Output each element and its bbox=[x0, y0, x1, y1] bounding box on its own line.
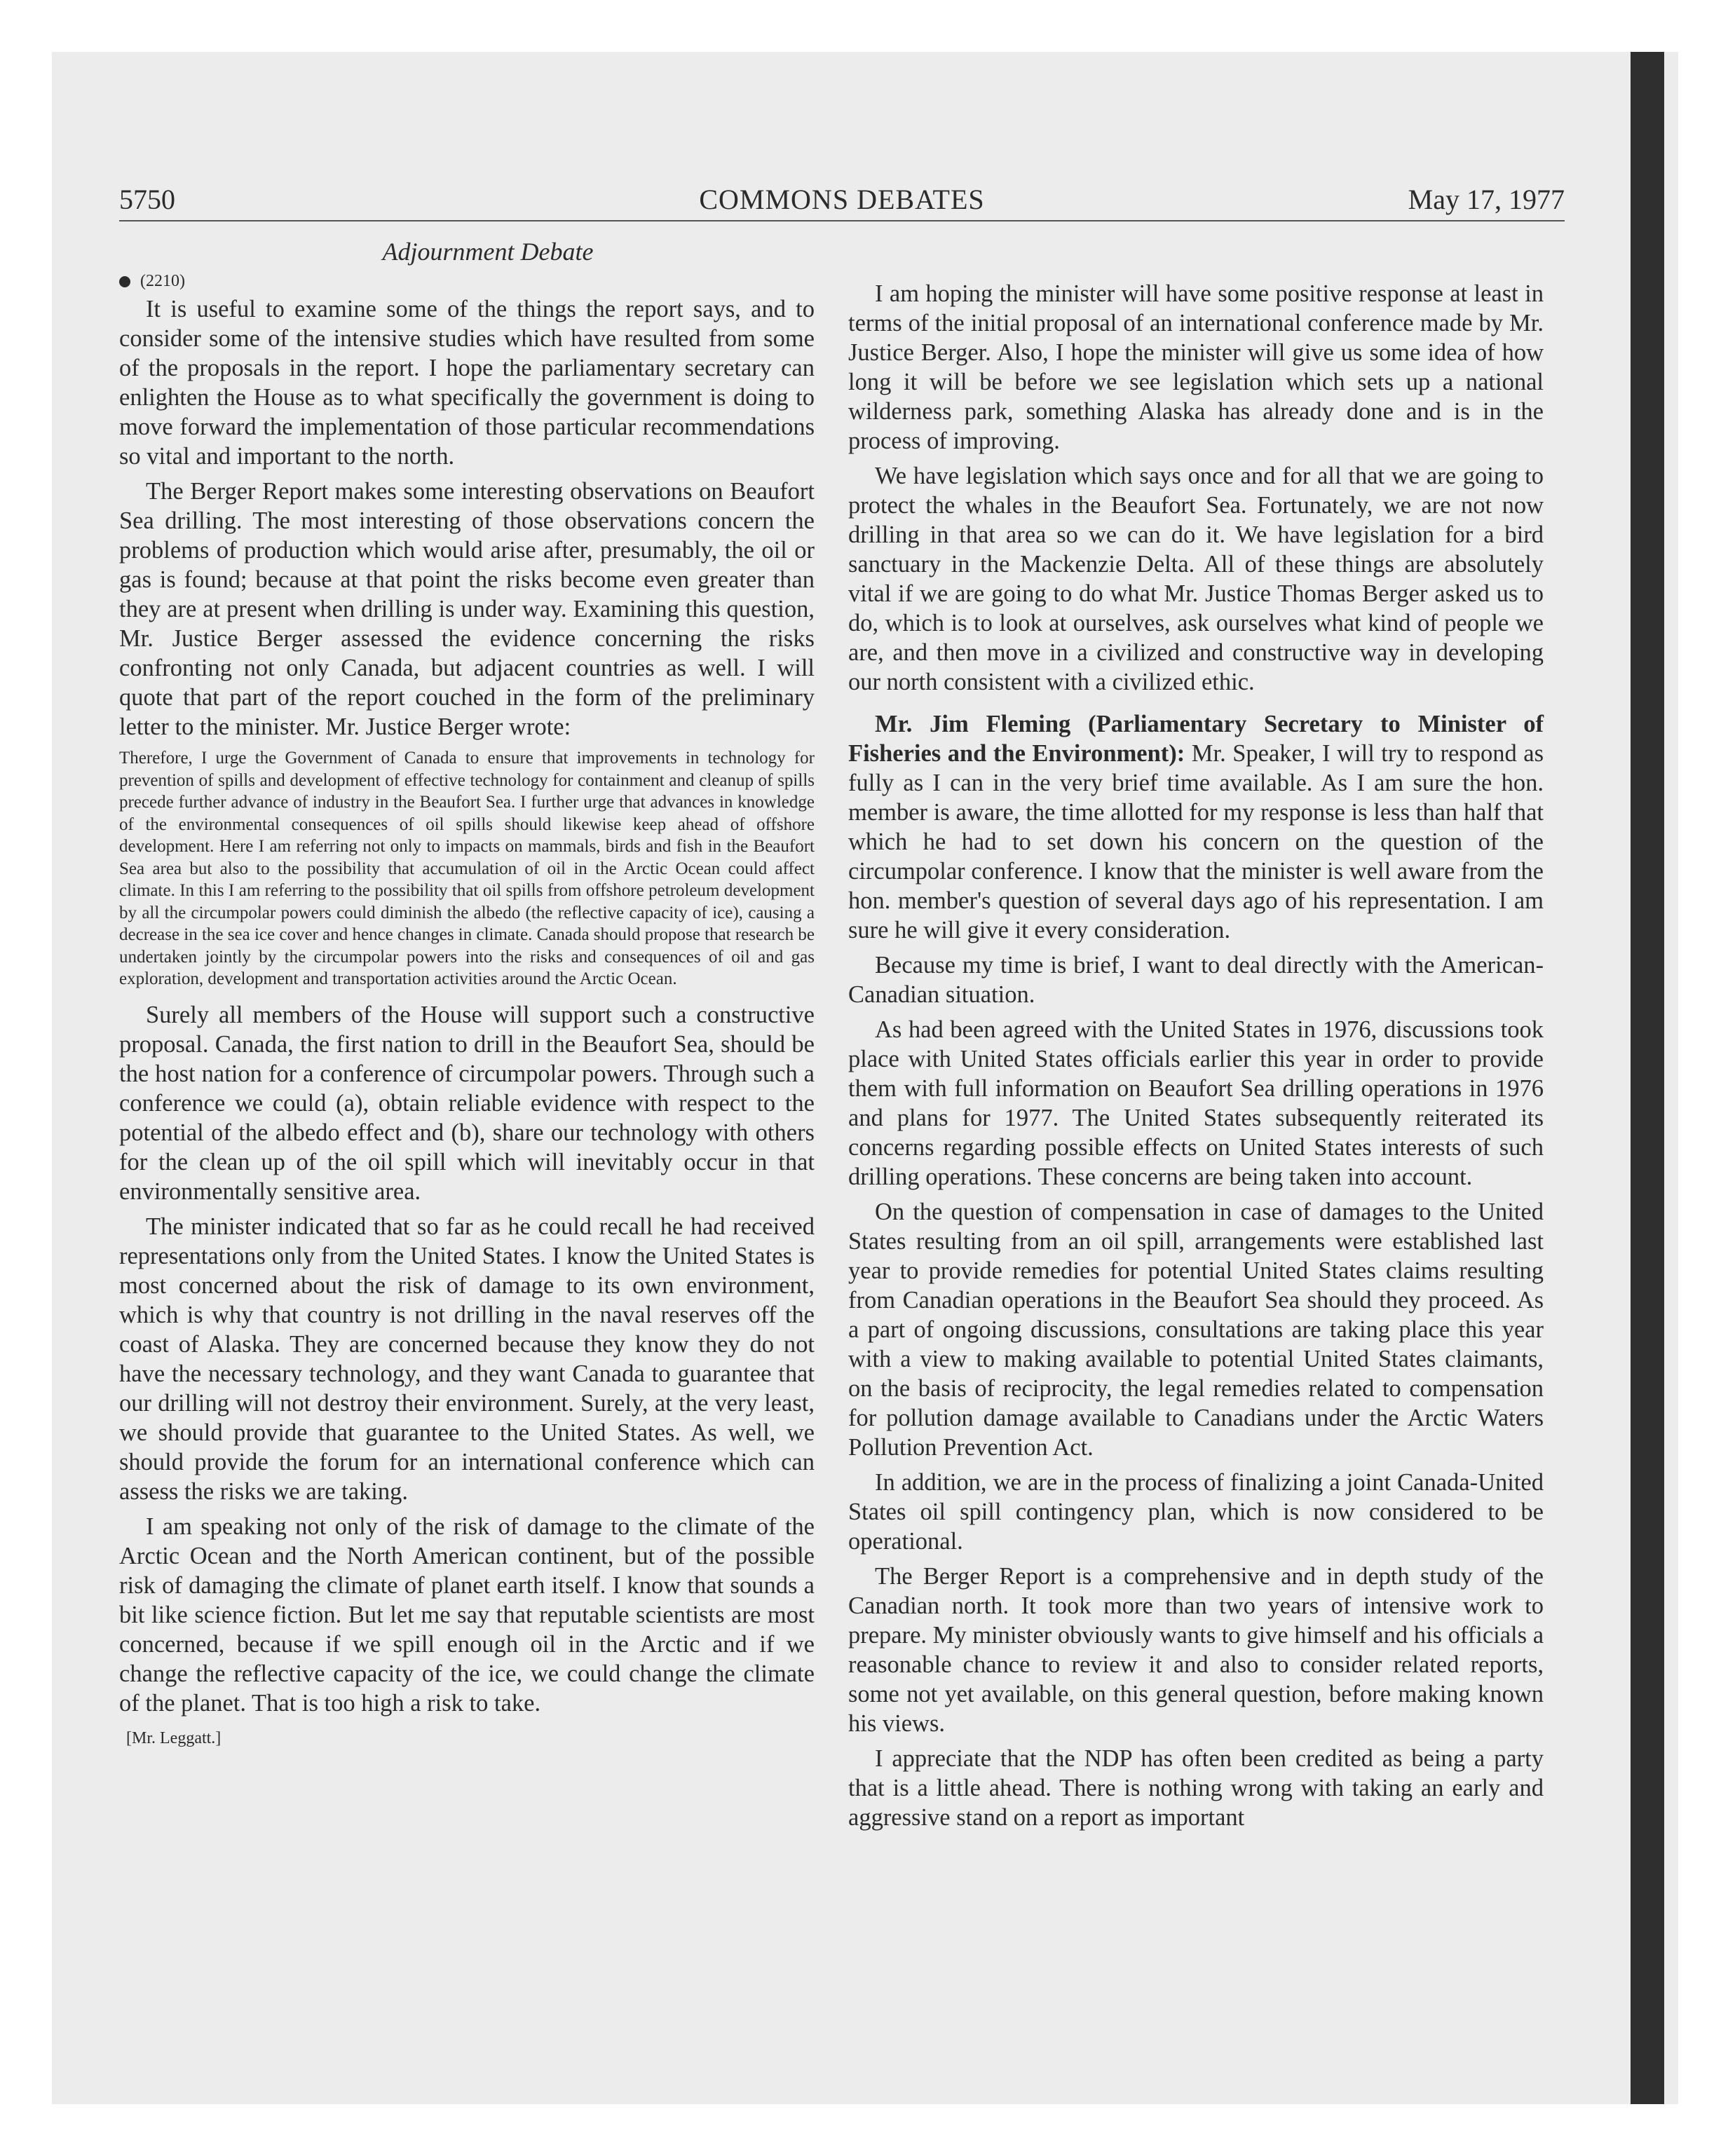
section-title: Adjournment Debate bbox=[382, 238, 594, 266]
paragraph: It is useful to examine some of the things the report says, and to consider some of the intensive studies which have resulted from some of the proposals in the report. I hope the parliamentary secretary can enlighten the House as to what specifically the government is doing to move forward the implementation of those particular recommendations so vital and important to the north. bbox=[119, 296, 815, 470]
paragraph: The Berger Report is a comprehensive and in depth study of the Canadian north. It took more than two years of intensive work to prepare. My minister obviously wants to give himself and his officials a reasonable chance to review it and also to consider related reports, some not yet available, on this general question, before making known his views. bbox=[848, 1563, 1544, 1737]
speech-text: Mr. Speaker, I will try to respond as fully as I can in the very brief time available. As I am sure the hon. member is aware, the time allotted for my response is less than half that which he had to set down his concern on the question of the circumpolar conference. I know that the minister is well aware from the hon. member's question of several days ago of his representation. I am sure he will give it every consideration. bbox=[848, 740, 1544, 943]
block-quote: Therefore, I urge the Government of Canada to ensure that improvements in technology for prevention of spills and development of effective technology for containment and cleanup of spills precede further advance of industry in the Beaufort Sea. I further urge that advances in knowledge of the environmental consequences of oil spills should likewise keep ahead of offshore development. Here I am referring not only to impacts on mammals, birds and fish in the Beaufort Sea area but also to the possibility that accumulation of oil in the Arctic Ocean could affect climate. In this I am referring to the possibility that oil spills from offshore petroleum development by all the circumpolar powers could diminish the albedo (the reflective capacity of ice), causing a decrease in the sea ice cover and hence changes in climate. Canada should propose that research be undertaken jointly by the circumpolar powers into the risks and consequences of oil and gas exploration, development and transportation activities around the Arctic Ocean. bbox=[119, 749, 815, 988]
paragraph: On the question of compensation in case of damages to the United States resulting from an oil spill, arrangements were established last year to provide remedies for potential United States claims resulting from Canadian operations in the Beaufort Sea should they proceed. As a part of ongoing discussions, consultations are taking place this year with a view to making available to potential United States claimants, on the basis of reciprocity, the legal remedies related to compensation for pollution damage available to Canadians under the Arctic Waters Pollution Prevention Act. bbox=[848, 1199, 1544, 1461]
paragraph: I am hoping the minister will have some positive response at least in terms of the initial proposal of an international conference made by Mr. Justice Berger. Also, I hope the minister will give us some idea of how long it will be before we see legislation which sets up a national wilderness park, something Alaska has already done and is in the process of improving. bbox=[848, 280, 1544, 454]
paragraph: Because my time is brief, I want to deal directly with the American-Canadian situation. bbox=[848, 952, 1544, 1008]
speech-paragraph bbox=[848, 709, 1544, 945]
right-column bbox=[848, 279, 1544, 1838]
scan-edge-bar bbox=[1631, 52, 1664, 2104]
page-header bbox=[119, 181, 1565, 221]
timestamp-marker bbox=[119, 271, 815, 292]
left-column bbox=[119, 237, 815, 1754]
paragraph: In addition, we are in the process of finalizing a joint Canada-United States oil spill contingency plan, which is now considered to be operational. bbox=[848, 1469, 1544, 1555]
paragraph: The Berger Report makes some interesting observations on Beaufort Sea drilling. The most interesting of those observations concern the problems of production which would arise after, presumably, the oil or gas is found; because at that point the risks become even greater than they are at present when drilling is under way. Examining this question, Mr. Justice Berger assessed the evidence concerning the risks confronting not only Canada, but adjacent countries as well. I will quote that part of the report couched in the form of the preliminary letter to the minister. Mr. Justice Berger wrote: bbox=[119, 478, 815, 740]
timestamp-text: (2210) bbox=[140, 272, 185, 290]
speaker-attribution: [Mr. Leggatt.] bbox=[126, 1728, 222, 1747]
paragraph: As had been agreed with the United States in 1976, discussions took place with United States officials earlier this year in order to provide them with full information on Beaufort Sea drilling operations in 1976 and plans for 1977. The United States subsequently reiterated its concerns regarding possible effects on United States interests of such drilling operations. These concerns are being taken into account. bbox=[848, 1016, 1544, 1190]
speaker-name: Mr. Jim Fleming (Parliamentary Secretary to Minister of Fisheries and the Environment): bbox=[848, 711, 1544, 767]
issue-date: May 17, 1977 bbox=[1408, 184, 1565, 215]
bullet-icon bbox=[119, 276, 130, 287]
paragraph: I appreciate that the NDP has often been credited as being a party that is a little ahead. There is nothing wrong with taking an early and aggressive stand on a report as important bbox=[848, 1745, 1544, 1831]
paragraph: I am speaking not only of the risk of damage to the climate of the Arctic Ocean and the North American continent, but of the possible risk of damaging the climate of planet earth itself. I know that sounds a bit like science fiction. But let me say that reputable scientists are most concerned, because if we spill enough oil in the Arctic and if we change the reflective capacity of the ice, we could change the climate of the planet. That is too high a risk to take. bbox=[119, 1513, 815, 1717]
paragraph: Surely all members of the House will support such a constructive proposal. Canada, the first nation to drill in the Beaufort Sea, should be the host nation for a conference of circumpolar powers. Through such a conference we could (a), obtain reliable evidence with respect to the potential of the albedo effect and (b), share our technology with others for the clean up of the oil spill which will inevitably occur in that environmentally sensitive area. bbox=[119, 1001, 815, 1205]
paragraph: We have legislation which says once and for all that we are going to protect the whales in the Beaufort Sea. Fortunately, we are not now drilling in that area so we can do it. We have legislation for a bird sanctuary in the Mackenzie Delta. All of these things are absolutely vital if we are going to do what Mr. Justice Thomas Berger asked us to do, which is to look at ourselves, ask ourselves what kind of people we are, and then move in a civilized and constructive way in developing our north consistent with a civilized ethic. bbox=[848, 463, 1544, 695]
journal-title: COMMONS DEBATES bbox=[699, 184, 985, 215]
page-number: 5750 bbox=[119, 184, 175, 215]
paragraph: The minister indicated that so far as he could recall he had received representations only from the United States. I know the United States is most concerned about the risk of damage to its own environment, which is why that country is not drilling in the naval reserves off the coast of Alaska. They are concerned because they know they do not have the necessary technology, and they want Canada to guarantee that our drilling will not destroy their environment. Surely, at the very least, we should provide that guarantee to the United States. As well, we should provide the forum for an international conference which can assess the risks we are taking. bbox=[119, 1213, 815, 1505]
